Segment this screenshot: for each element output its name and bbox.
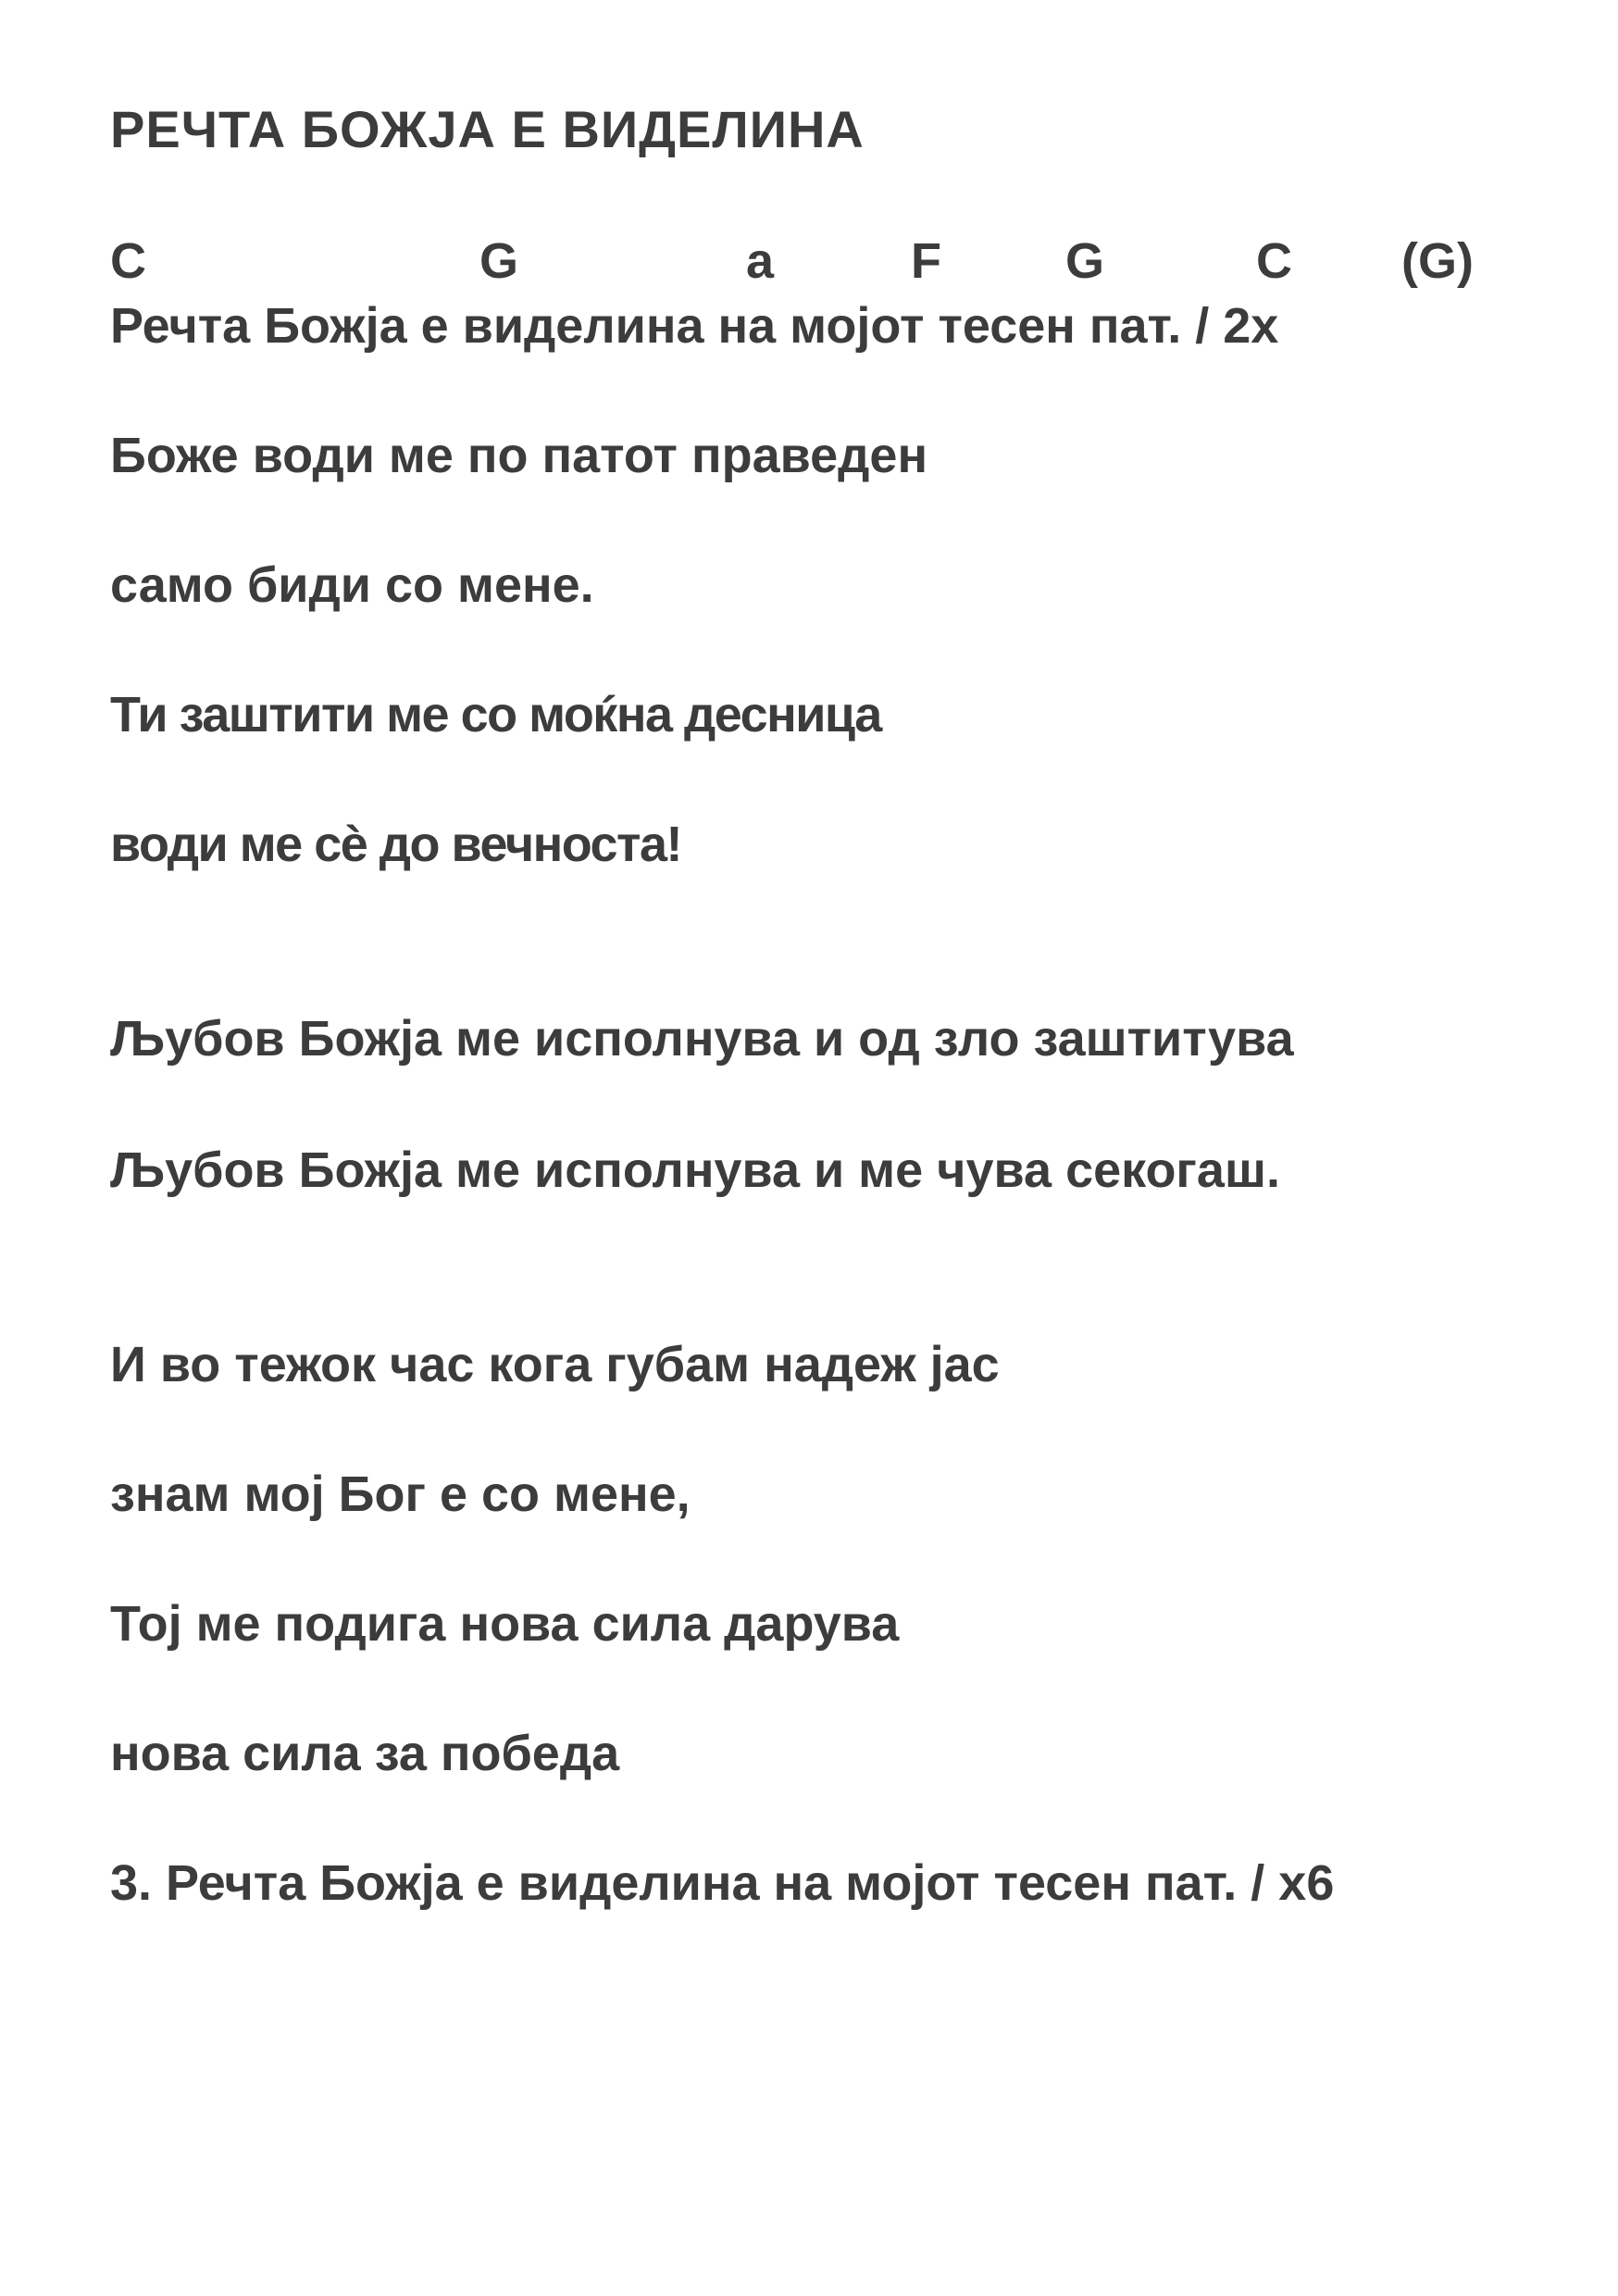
lyric-line: Тој ме подига нова сила дарува: [110, 1596, 900, 1652]
chord: (G): [1401, 233, 1474, 289]
lyric-line: Боже води ме по патот праведен: [110, 428, 928, 483]
lyric-line: Речта Божја е виделина на мојот тесен пат. / 2х: [110, 298, 1279, 354]
lyric-line: води ме сѐ до вечноста!: [110, 817, 681, 872]
lyric-line: Ти заштити ме со моќна десница: [110, 687, 881, 742]
lyric-line: Љубов Божја ме исполнува и ме чува секогаш.: [110, 1142, 1280, 1198]
lyric-line: само биди со мене.: [110, 557, 594, 613]
lyric-line: 3. Речта Божја е виделина на мојот тесен пат. / х6: [110, 1855, 1335, 1911]
chord: a: [746, 233, 775, 289]
chord: G: [1065, 233, 1105, 289]
chord: G: [479, 233, 519, 289]
lyric-line: Љубов Божја ме исполнува и од зло заштитува: [110, 1011, 1294, 1067]
lyric-line: И во тежок час кога губам надеж јас: [110, 1337, 1000, 1392]
lyric-line: знам мој Бог е со мене,: [110, 1466, 691, 1522]
lyric-line: нова сила за победа: [110, 1726, 620, 1781]
chord: F: [911, 233, 941, 289]
chord: C: [110, 233, 146, 289]
song-title: РЕЧТА БОЖЈА Е ВИДЕЛИНА: [110, 100, 865, 158]
chord: C: [1256, 233, 1292, 289]
